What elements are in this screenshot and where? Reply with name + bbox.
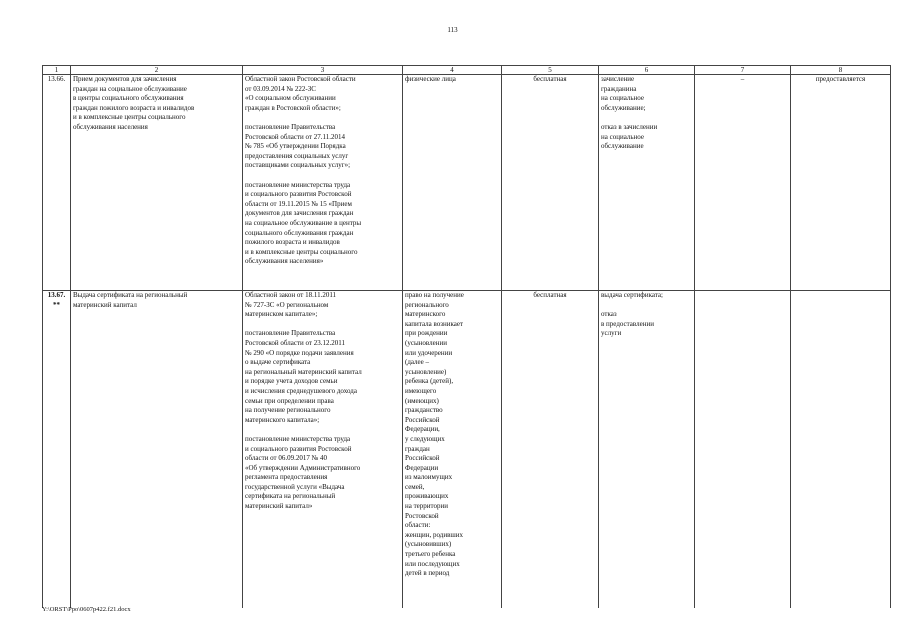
header-cell-8: 8 [791, 66, 891, 75]
cost: бесплатная [502, 291, 599, 609]
header-cell-4: 4 [403, 66, 502, 75]
legal-basis: Областной закон Ростовской области от 03.09.2014 № 222-ЗС «О социальном обслуживании граждан в Ростовской области»; постановление Правительства Ростовской области от 27.11.2014 № 785 «Об утверждении Порядка предоставления социальных услуг поставщиками социальных услуг»; постановление министерства труда и социального развития Ростовской области от 19.11.2015 № 15 «Прием документов для зачисления граждан на социальное обслуживание в центры социального обслуживания граждан пожилого возраста и инвалидов и в комплексные центры социального обслуживания населения» [243, 75, 403, 291]
result: зачисление гражданина на социальное обслуживание; отказ в зачислении на социальное обслуживание [599, 75, 695, 291]
services-table [42, 65, 891, 608]
page-number: 113 [447, 26, 458, 34]
recipients: право на получение регионального материнского капитала возникает при рождении (усыновлении или удочерении (далее – усыновление) ребенка (детей), имеющего (имеющих) гражданство Российской Федерации, у следующих граждан Российской Федерации из малоимущих семей, проживающих на территории Ростовской области: женщин, родивших (усыновивших) третьего ребенка или последующих детей в период [403, 291, 502, 609]
column-8-value [791, 291, 891, 609]
recipients: физические лица [403, 75, 502, 291]
header-cell-6: 6 [599, 66, 695, 75]
header-cell-3: 3 [243, 66, 403, 75]
header-cell-5: 5 [502, 66, 599, 75]
header-cell-7: 7 [695, 66, 791, 75]
cost: бесплатная [502, 75, 599, 291]
service-name: Прием документов для зачисления граждан на социальное обслуживание в центры социального обслуживания граждан пожилого возраста и инвалидов и в комплексные центры социального обслуживания населения [71, 75, 243, 291]
column-7-value: – [695, 75, 791, 291]
row-number: 13.67. ** [43, 291, 71, 609]
result: выдача сертификата; отказ в предоставлении услуги [599, 291, 695, 609]
column-7-value [695, 291, 791, 609]
service-name: Выдача сертификата на региональный материнский капитал [71, 291, 243, 609]
header-row [43, 66, 891, 75]
column-8-value: предоставляется [791, 75, 891, 291]
table-row [43, 75, 891, 291]
header-cell-1: 1 [43, 66, 71, 75]
file-path-footer: Y:\ORST\Ppo\0607p422.f21.docx [42, 606, 131, 613]
header-cell-2: 2 [71, 66, 243, 75]
table-row [43, 291, 891, 609]
legal-basis: Областной закон от 18.11.2011 № 727-ЗС «О региональном материнском капитале»; постановление Правительства Ростовской области от 23.12.2011 № 290 «О порядке подачи заявления о выдаче сертификата на региональный материнский капитал и порядке учета доходов семьи и исчисления среднедушевого дохода семьи при определении права на получение регионального материнского капитала»; постановление министерства труда и социального развития Ростовской области от 06.09.2017 № 40 «Об утверждении Административного регламента предоставления государственной услуги «Выдача сертификата на региональный материнский капитал» [243, 291, 403, 609]
row-number: 13.66. [43, 75, 71, 291]
